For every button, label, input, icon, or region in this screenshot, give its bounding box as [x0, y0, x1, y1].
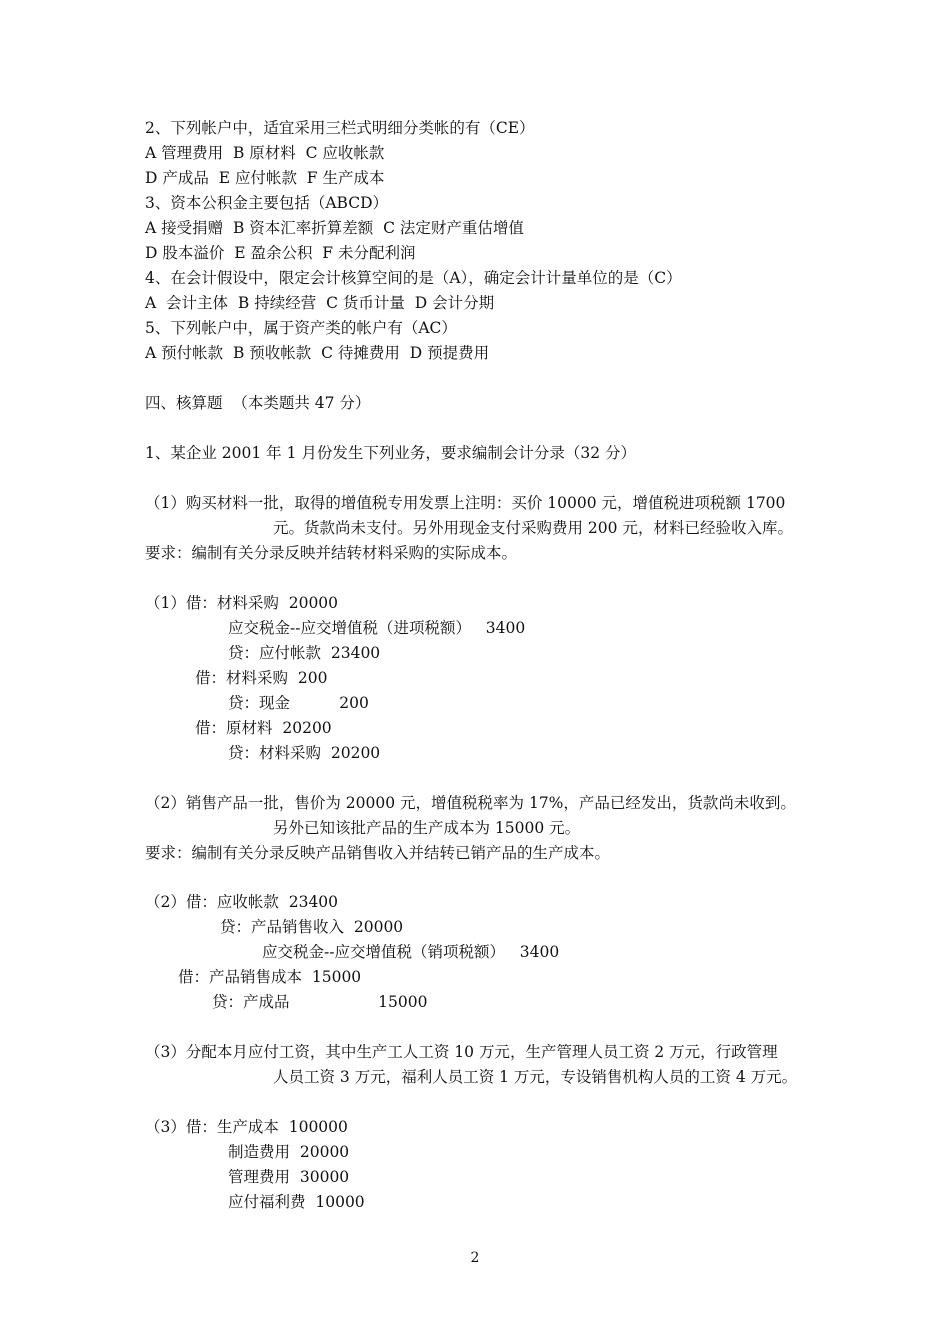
page-number: 2 [470, 1250, 480, 1266]
text-line: D 股本溢价 E 盈余公积 F 未分配利润 [145, 244, 416, 262]
journal-entry-line: 应交税金--应交增值税（销项税额） 3400 [262, 943, 560, 961]
journal-entry-line: 应交税金--应交增值税（进项税额） 3400 [228, 619, 526, 637]
text-line: （1）购买材料一批，取得的增值税专用发票上注明：买价 10000 元，增值税进项税额 1700 [145, 494, 786, 512]
journal-entry-line: 贷：应付帐款 23400 [228, 644, 381, 662]
journal-entry-line: （2）借：应收帐款 23400 [145, 893, 339, 911]
journal-entry-line: （1）借：材料采购 20000 [145, 594, 339, 612]
section-heading: 四、核算题 （本类题共 47 分） [145, 394, 371, 412]
journal-entry-line: 贷：产品销售收入 20000 [220, 918, 404, 936]
text-line: A 接受捐赠 B 资本汇率折算差额 C 法定财产重估增值 [145, 219, 524, 237]
text-line: A 会计主体 B 持续经营 C 货币计量 D 会计分期 [145, 294, 495, 312]
journal-entry-line: （3）借：生产成本 100000 [145, 1118, 348, 1136]
text-line: （2）销售产品一批，售价为 20000 元，增值税税率为 17%，产品已经发出，货款尚未收到。 [145, 794, 796, 812]
text-line: 2、下列帐户中，适宜采用三栏式明细分类帐的有（CE） [145, 119, 535, 137]
journal-entry-line: 应付福利费 10000 [228, 1193, 365, 1211]
journal-entry-line: 贷：产成品 15000 [212, 993, 428, 1011]
journal-entry-line: 制造费用 20000 [228, 1143, 350, 1161]
text-line: 4、在会计假设中，限定会计核算空间的是（A），确定会计计量单位的是（C） [145, 269, 682, 287]
journal-entry-line: 贷：材料采购 20200 [228, 744, 381, 762]
text-line: 人员工资 3 万元，福利人员工资 1 万元，专设销售机构人员的工资 4 万元。 [273, 1068, 798, 1086]
text-line: 3、资本公积金主要包括（ABCD） [145, 194, 389, 212]
text-line: D 产成品 E 应付帐款 F 生产成本 [145, 169, 385, 187]
journal-entry-line: 管理费用 30000 [228, 1168, 350, 1186]
text-line: A 管理费用 B 原材料 C 应收帐款 [145, 144, 385, 162]
text-line: 5、下列帐户中，属于资产类的帐户有（AC） [145, 319, 457, 337]
text-line: 要求：编制有关分录反映产品销售收入并结转已销产品的生产成本。 [145, 844, 611, 862]
question-heading: 1、某企业 2001 年 1 月份发生下列业务，要求编制会计分录（32 分） [145, 444, 637, 462]
text-line: 要求：编制有关分录反映并结转材料采购的实际成本。 [145, 544, 518, 562]
text-line: 元。货款尚未支付。另外用现金支付采购费用 200 元，材料已经验收入库。 [273, 519, 793, 537]
text-line: （3）分配本月应付工资，其中生产工人工资 10 万元，生产管理人员工资 2 万元，行政管理 [145, 1043, 778, 1061]
journal-entry-line: 借：材料采购 200 [195, 669, 328, 687]
journal-entry-line: 借：产品销售成本 15000 [178, 968, 362, 986]
journal-entry-line: 借：原材料 20200 [195, 719, 332, 737]
journal-entry-line: 贷：现金 200 [228, 694, 369, 712]
text-line: 另外已知该批产品的生产成本为 15000 元。 [273, 819, 581, 837]
text-line: A 预付帐款 B 预收帐款 C 待摊费用 D 预提费用 [145, 344, 490, 362]
